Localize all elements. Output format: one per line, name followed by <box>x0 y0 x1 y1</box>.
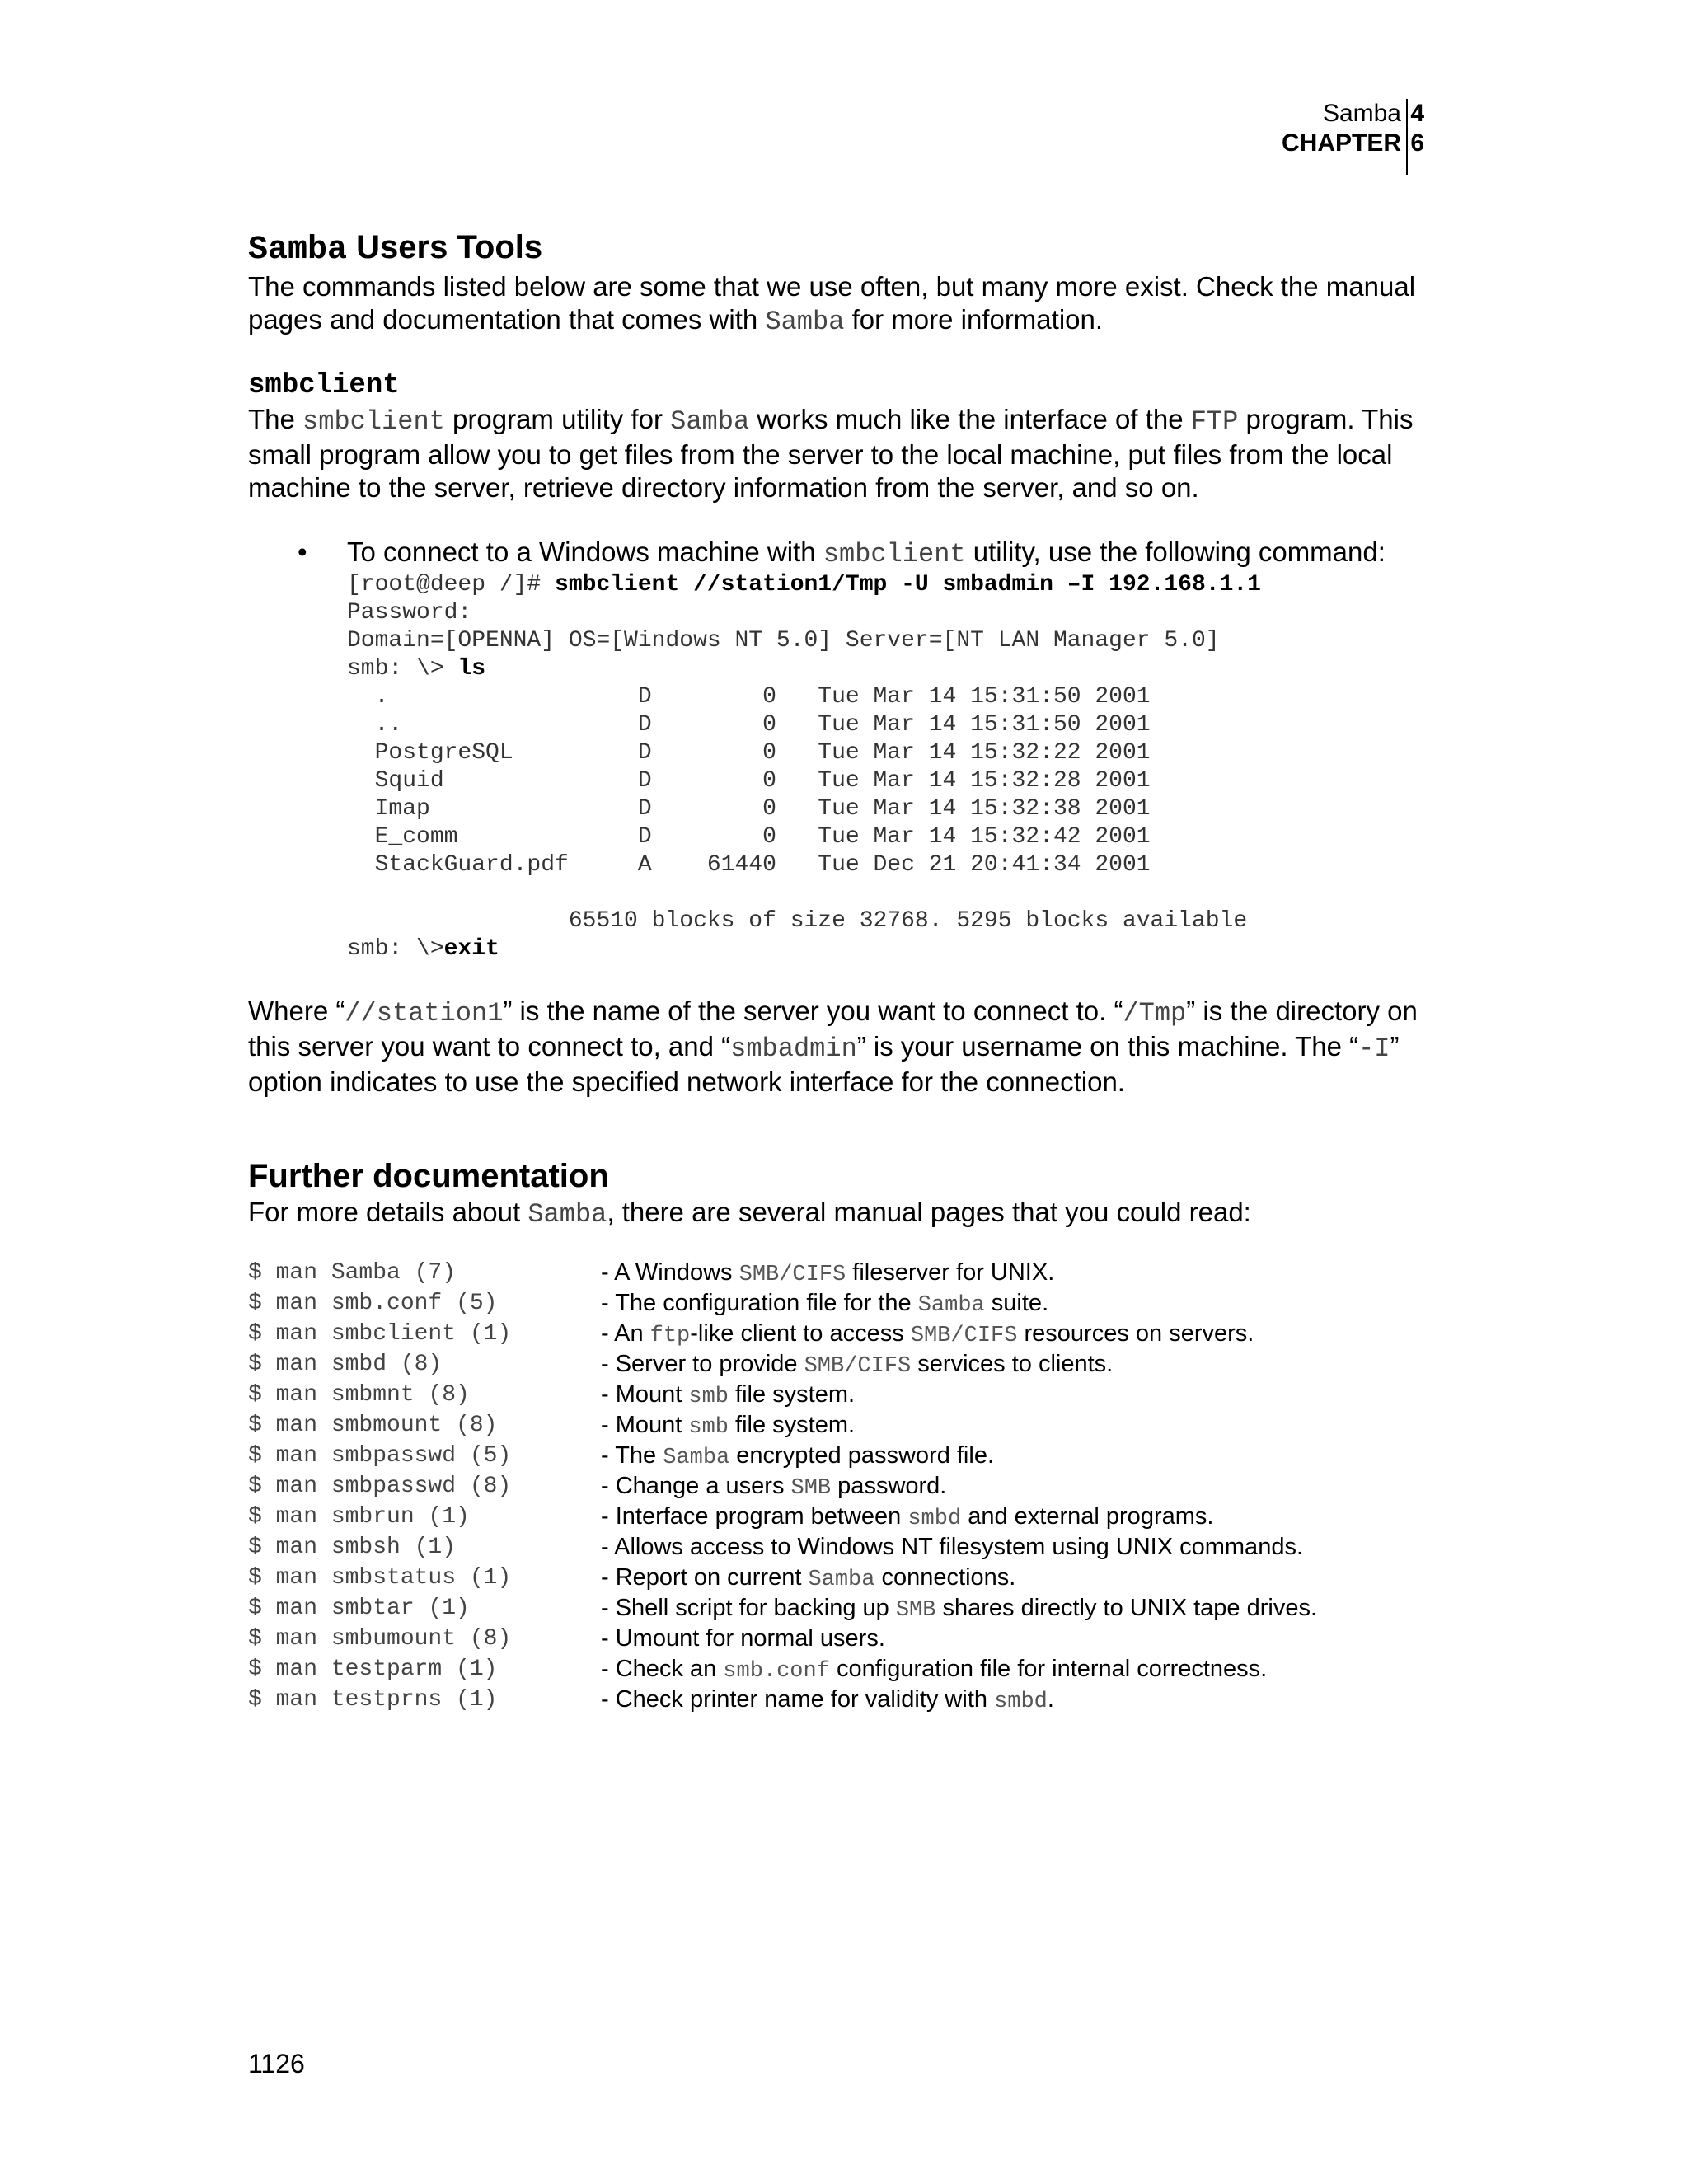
users-tools-heading <box>248 227 1443 270</box>
man-page-desc-text: services to clients. <box>911 1350 1114 1377</box>
man-page-desc-text: fileserver for UNIX. <box>846 1258 1055 1286</box>
terminal-output <box>347 571 1443 963</box>
where-mono-4: -I <box>1358 1033 1390 1064</box>
man-page-command: $ man smbd (8) <box>248 1352 443 1377</box>
man-page-desc-text: - Umount for normal users. <box>601 1625 885 1652</box>
listing-row: Squid D 0 Tue Mar 14 15:32:28 2001 <box>347 768 1151 794</box>
smbclient-desc-a: The <box>248 404 303 434</box>
man-page-desc-mono: smb.conf <box>723 1658 830 1684</box>
terminal-domain-line: Domain=[OPENNA] OS=[Windows NT 5.0] Server=[NT LAN Manager 5.0] <box>347 628 1220 654</box>
smbclient-desc-m3: FTP <box>1190 406 1239 437</box>
man-page-desc-mono: SMB <box>895 1597 936 1623</box>
man-page-command: $ man smbtar (1) <box>248 1596 470 1621</box>
man-page-desc-text: - Check an <box>601 1655 724 1682</box>
header-chapter-label: CHAPTER <box>1281 129 1401 157</box>
terminal-blocks-line: 65510 blocks of size 32768. 5295 blocks available <box>347 908 1248 934</box>
bullet-item <box>298 536 1443 571</box>
man-page-command: $ man smbpasswd (8) <box>248 1474 512 1499</box>
man-page-description <box>601 1471 1317 1502</box>
smbclient-desc-m1: smbclient <box>302 406 445 437</box>
man-page-desc-text: - An <box>601 1319 650 1347</box>
man-page-row <box>248 1563 1317 1593</box>
man-page-desc-mono: Samba <box>917 1292 985 1318</box>
users-tools-heading-text: Users Tools <box>347 229 543 265</box>
man-page-desc-text: - Interface program between <box>601 1502 908 1530</box>
man-page-row <box>248 1441 1317 1471</box>
man-page-desc-mono: SMB <box>790 1475 832 1501</box>
bullet-marker: • <box>298 537 307 567</box>
man-page-desc-text: - The <box>601 1441 663 1469</box>
man-page-command: $ man smbmount (8) <box>248 1413 498 1438</box>
man-page-desc-mono: Samba <box>663 1445 730 1470</box>
man-page-desc-text: - Shell script for backing up <box>601 1594 896 1621</box>
bullet-text-mono: smbclient <box>823 539 966 569</box>
where-paragraph <box>248 995 1443 1099</box>
man-page-row <box>248 1319 1317 1349</box>
man-page-desc-text: file system. <box>728 1380 856 1408</box>
man-page-desc-mono: SMB/CIFS <box>738 1262 846 1287</box>
man-page-desc-text: shares directly to UNIX tape drives. <box>935 1594 1318 1621</box>
man-page-desc-text: - Server to provide <box>601 1350 804 1377</box>
where-text-4: ” is your username on this machine. The “ <box>856 1031 1359 1062</box>
running-header <box>1170 99 1424 175</box>
listing-row: Imap D 0 Tue Mar 14 15:32:38 2001 <box>347 796 1151 822</box>
man-page-row <box>248 1685 1317 1715</box>
smbclient-desc-m2: Samba <box>670 406 750 437</box>
users-tools-intro-mono: Samba <box>765 307 845 337</box>
page-content <box>248 227 1443 1715</box>
man-page-row <box>248 1654 1317 1685</box>
man-pages-body <box>248 1258 1317 1715</box>
man-page-desc-text: suite. <box>984 1289 1049 1316</box>
smbclient-desc-b: program utility for <box>444 404 671 434</box>
man-page-command: $ man smbclient (1) <box>248 1321 512 1347</box>
terminal-prompt: [root@deep /]# <box>347 572 556 598</box>
man-page-desc-text: resources on servers. <box>1017 1319 1254 1347</box>
man-page-row <box>248 1593 1317 1624</box>
terminal-ls-command: ls <box>457 656 486 682</box>
man-page-desc-text: and external programs. <box>961 1502 1214 1530</box>
man-page-command: $ man testparm (1) <box>248 1657 498 1682</box>
users-tools-intro-b: for more information. <box>844 304 1104 335</box>
man-page-command: $ man smbmnt (8) <box>248 1382 470 1408</box>
further-documentation-intro <box>248 1196 1443 1231</box>
man-page-desc-text: -like client to access <box>690 1319 911 1347</box>
page-number: 1126 <box>248 2049 305 2079</box>
man-page-description <box>601 1258 1317 1288</box>
users-tools-heading-mono: Samba <box>248 232 348 269</box>
man-page-command: $ man smbumount (8) <box>248 1626 512 1652</box>
man-page-command: $ man smb.conf (5) <box>248 1291 498 1316</box>
man-page-desc-text: - A Windows <box>601 1258 739 1286</box>
further-intro-a: For more details about <box>248 1197 528 1227</box>
smbclient-heading: smbclient <box>248 370 400 401</box>
man-page-desc-text: - Report on current <box>601 1563 809 1591</box>
man-page-command: $ man Samba (7) <box>248 1260 457 1286</box>
terminal-exit-prompt: smb: \> <box>347 936 444 962</box>
smbclient-description <box>248 403 1443 504</box>
smbclient-desc-c: works much like the interface of the <box>749 404 1191 434</box>
man-page-row <box>248 1380 1317 1410</box>
bullet-list <box>248 536 1443 571</box>
man-page-desc-text: - Allows access to Windows NT filesystem using UNIX commands. <box>601 1534 1304 1560</box>
man-page-row <box>248 1502 1317 1532</box>
man-page-desc-text: - Mount <box>601 1380 689 1408</box>
man-page-description <box>601 1380 1317 1410</box>
man-page-desc-mono: smbd <box>994 1689 1048 1714</box>
man-page-desc-text: - Change a users <box>601 1472 791 1499</box>
terminal-password: Password: <box>347 600 472 626</box>
terminal-smb-prompt: smb: \> <box>347 656 458 682</box>
man-page-row <box>248 1410 1317 1441</box>
header-divider <box>1406 99 1408 175</box>
further-intro-b: , there are several manual pages that you could read: <box>607 1197 1251 1227</box>
man-page-desc-mono: smbd <box>907 1506 962 1531</box>
man-page-row <box>248 1532 1317 1563</box>
users-tools-intro <box>248 270 1443 339</box>
where-text-3: ” is the directory on this server you want to connect to, and “ <box>248 996 1418 1062</box>
man-page-row <box>248 1349 1317 1380</box>
man-page-desc-mono: smb <box>688 1414 729 1440</box>
man-page-description <box>601 1441 1317 1471</box>
header-part-number: 4 <box>1410 100 1424 127</box>
man-page-description <box>601 1319 1317 1349</box>
listing-row: . D 0 Tue Mar 14 15:31:50 2001 <box>347 684 1151 710</box>
further-documentation-heading: Further documentation <box>248 1158 609 1194</box>
man-page-desc-mono: Samba <box>808 1567 875 1592</box>
where-text-2: ” is the name of the server you want to connect to. “ <box>503 996 1123 1026</box>
man-page-desc-mono: ftp <box>649 1323 691 1348</box>
smbclient-desc-d: program. This small program allow you to get files from the server to the local machine, put files from the local machine to the server, retrieve directory information from the server, and so on. <box>248 404 1414 503</box>
where-mono-2: /Tmp <box>1123 998 1187 1029</box>
where-mono-1: //station1 <box>345 998 504 1029</box>
man-page-command: $ man testprns (1) <box>248 1687 498 1713</box>
man-page-desc-mono: SMB/CIFS <box>804 1353 912 1379</box>
man-page-desc-text: file system. <box>728 1411 856 1438</box>
listing-row: E_comm D 0 Tue Mar 14 15:32:42 2001 <box>347 824 1151 850</box>
where-text-1: Where “ <box>248 996 345 1026</box>
listing-row: PostgreSQL D 0 Tue Mar 14 15:32:22 2001 <box>347 740 1151 766</box>
man-page-command: $ man smbsh (1) <box>248 1535 457 1560</box>
running-header-left <box>1282 99 1401 158</box>
terminal-exit-command: exit <box>443 936 499 962</box>
where-text-5: ” option indicates to use the specified network interface for the connection. <box>248 1031 1400 1097</box>
man-page-row <box>248 1471 1317 1502</box>
man-page-row <box>248 1624 1317 1654</box>
man-page-desc-text: password. <box>831 1472 947 1499</box>
man-page-description <box>601 1410 1317 1441</box>
man-page-description <box>601 1532 1317 1563</box>
users-tools-intro-a: The commands listed below are some that we use often, but many more exist. Check the manual pages and documentation that comes with <box>248 271 1416 335</box>
man-page-desc-text: . <box>1047 1685 1054 1713</box>
man-page-desc-text: - Check printer name for validity with <box>601 1685 995 1713</box>
man-page-row <box>248 1288 1317 1319</box>
man-page-description <box>601 1349 1317 1380</box>
man-page-description <box>601 1624 1317 1654</box>
listing-row: StackGuard.pdf A 61440 Tue Dec 21 20:41:34 2001 <box>347 852 1151 878</box>
man-page-command: $ man smbstatus (1) <box>248 1565 512 1591</box>
man-page-desc-text: - The configuration file for the <box>601 1289 918 1316</box>
bullet-text-a: To connect to a Windows machine with <box>347 537 823 567</box>
terminal-command: smbclient //station1/Tmp -U smbadmin –I 192.168.1.1 <box>555 572 1261 598</box>
bullet-text-b: utility, use the following command: <box>965 537 1386 567</box>
header-section: Samba <box>1322 100 1401 127</box>
running-header-right <box>1410 99 1424 158</box>
header-chapter-number: 6 <box>1410 129 1424 157</box>
man-page-description <box>601 1288 1317 1319</box>
further-intro-mono: Samba <box>528 1199 607 1230</box>
man-page-desc-text: encrypted password file. <box>729 1441 995 1469</box>
man-page-desc-text: connections. <box>874 1563 1016 1591</box>
man-page-description <box>601 1593 1317 1624</box>
man-page-desc-text: configuration file for internal correctness. <box>829 1655 1268 1682</box>
man-page-description <box>601 1654 1317 1685</box>
where-mono-3: smbadmin <box>730 1033 857 1064</box>
man-page-desc-mono: SMB/CIFS <box>910 1323 1018 1348</box>
man-page-description <box>601 1502 1317 1532</box>
man-page-description <box>601 1563 1317 1593</box>
listing-row: .. D 0 Tue Mar 14 15:31:50 2001 <box>347 712 1151 738</box>
man-page-desc-text: - Mount <box>601 1411 689 1438</box>
man-page-command: $ man smbrun (1) <box>248 1504 470 1530</box>
man-page-row <box>248 1258 1317 1288</box>
man-page-command: $ man smbpasswd (5) <box>248 1443 512 1469</box>
man-page-description <box>601 1685 1317 1715</box>
man-page-desc-mono: smb <box>688 1384 729 1409</box>
man-pages-table <box>248 1258 1317 1715</box>
